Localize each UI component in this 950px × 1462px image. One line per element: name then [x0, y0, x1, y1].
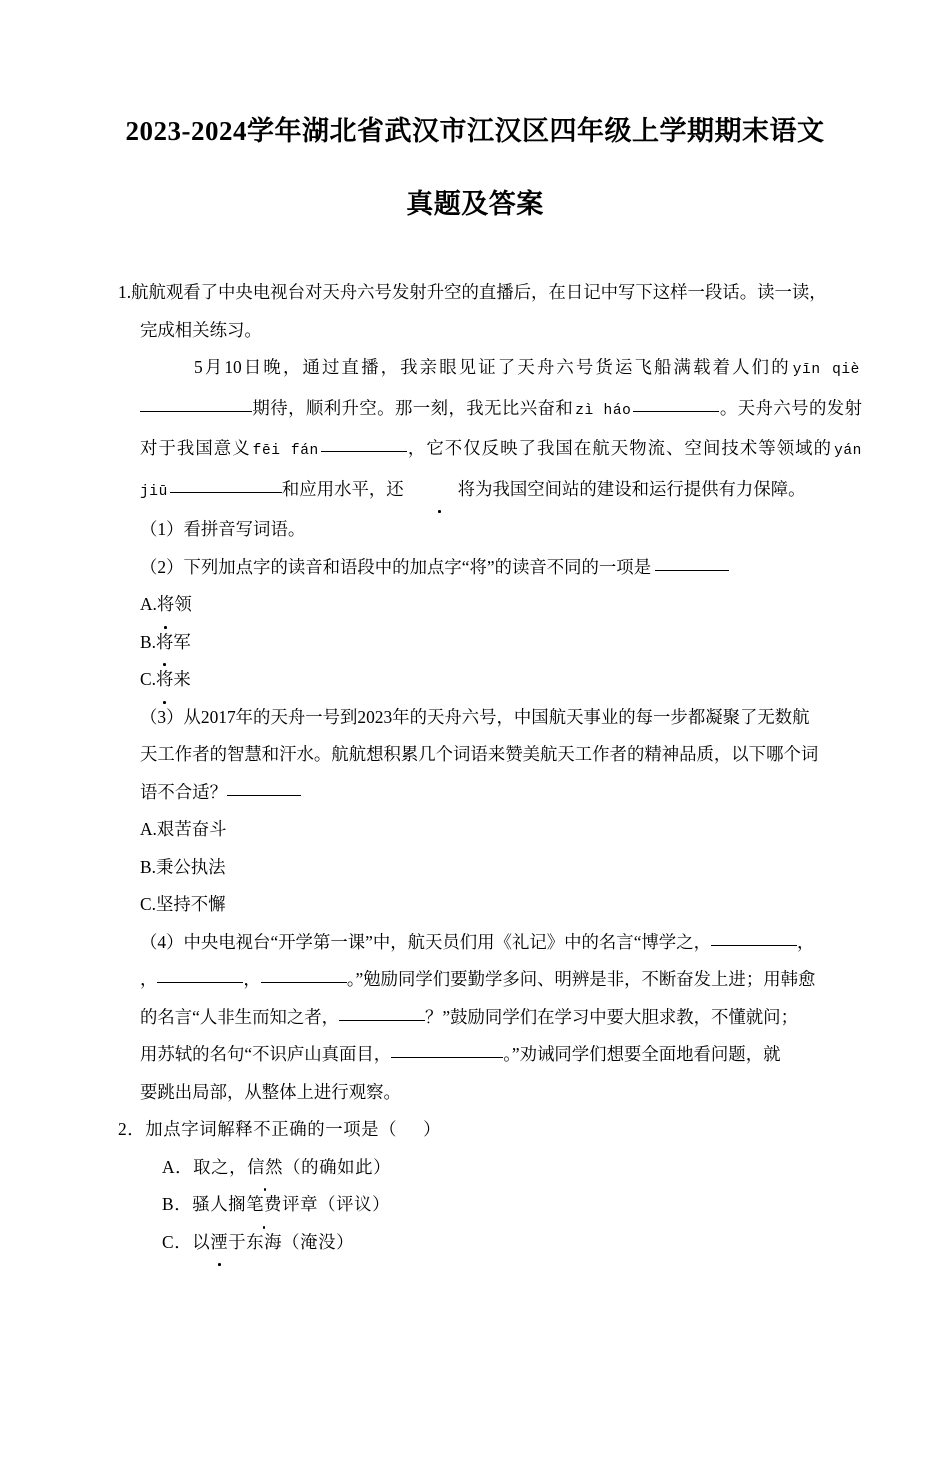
sub-3-text-2: 天工作者的智慧和汗水。航航想积累几个词语来赞美航天工作者的精神品质，以下哪个词	[140, 744, 819, 764]
answer-blank-sub-3[interactable]	[227, 781, 301, 796]
sub-3-text-3: 语不合适？	[140, 781, 227, 802]
sub-2-option-a[interactable]	[118, 586, 862, 624]
option-letter: B.	[140, 856, 156, 877]
answer-blank-sub-4-4[interactable]	[339, 1006, 425, 1021]
exam-page	[0, 118, 950, 1462]
sub-1-text: 看拼音写词语。	[183, 519, 306, 539]
passage-seg-4: ，它不仅反映了我国在航天物流、空间技术等领域的	[406, 438, 833, 458]
passage-seg-2: 期待，顺利升空。那一刻，我无比兴奋和	[252, 397, 574, 418]
dotted-char-jiang-c: 将	[156, 661, 173, 699]
question-2-number: 2．	[118, 1119, 146, 1139]
option-letter: A.	[140, 819, 157, 839]
option-text: 军	[173, 631, 191, 652]
title-line-1: 2023-2024学年湖北省武汉市江汉区四年级上学期期末语文	[125, 116, 825, 146]
option-letter: C．	[162, 1231, 193, 1252]
question-2-stem-text: 加点字词解释不正确的一项是（	[145, 1119, 398, 1139]
sub-1-label: （1）	[140, 519, 184, 539]
sub-2-text: 下列加点字的读音和语段中的加点字“将”的读音不同的一项是	[183, 556, 652, 577]
question-1-sub-4-line1	[118, 924, 862, 962]
title-line-2: 真题及答案	[406, 189, 544, 219]
sub-4-line-5: 要跳出局部，从整体上进行观察。	[140, 1081, 401, 1102]
option-post: 评章（评议）	[282, 1194, 391, 1214]
sub-2-label: （2）	[140, 556, 184, 577]
question-2-stem-close: ）	[423, 1119, 442, 1139]
question-1-stem	[118, 274, 862, 312]
option-letter: B.	[140, 631, 156, 652]
sub-3-label: （3）	[140, 706, 184, 727]
sub-4-line-3a: 的名言“人非生而知之者，	[140, 1006, 340, 1027]
question-1-sub-3-line3	[118, 774, 862, 812]
sub-3-option-b[interactable]	[118, 849, 862, 887]
pinyin-yin-qie: yīn qiè	[792, 362, 860, 378]
exam-content	[0, 274, 950, 1261]
sub-4-line-2c: 。”勉励同学们要勤学多问、明辨是非，不断奋发上进；用韩愈	[346, 969, 816, 989]
sub-3-option-a[interactable]	[118, 811, 862, 849]
sub-4-line-4b: 。”劝诫同学们想要全面地看问题，就	[503, 1044, 781, 1064]
dotted-word-bifei: 笔费	[246, 1186, 282, 1224]
sub-4-label: （4）	[140, 931, 184, 952]
option-post: （的确如此）	[283, 1156, 392, 1177]
question-1-sub-3-line1	[118, 699, 862, 737]
sub-4-line-1a: 中央电视台“开学第一课”中，航天员们用《礼记》中的名言“博学之，	[183, 931, 711, 952]
option-text: 领	[174, 594, 192, 614]
sub-3-text-1: 从2017年的天舟一号到2023年的天舟六号，中国航天事业的每一步都凝聚了无数航	[183, 706, 810, 727]
passage-seg-5b: 为我国空间站的建设和运行提供有力保障。	[475, 478, 806, 499]
answer-blank-3[interactable]	[321, 437, 407, 452]
option-pre: 骚人搁	[192, 1194, 247, 1214]
passage-seg-5a: 和应用水平，还	[281, 478, 404, 499]
passage-seg-3: 。天舟六号的发射对于我国意义	[140, 397, 862, 458]
question-1-sub-4-line4	[118, 1036, 862, 1074]
pinyin-yan-jiu: yán jiū	[140, 443, 862, 500]
option-letter: C.	[140, 894, 156, 914]
option-text: 艰苦奋斗	[156, 819, 227, 839]
sub-4-line-4a: 用苏轼的名句“不识庐山真面目，	[140, 1044, 392, 1064]
dotted-char-jiang-a: 将	[157, 586, 174, 624]
question-1-sub-2	[118, 549, 862, 587]
option-post: 于东海（淹没）	[228, 1231, 355, 1252]
passage-seg-1: 5月10日晚，通过直播，我亲眼见证了天舟六号货运飞船满载着人们的	[194, 357, 791, 377]
option-letter: A．	[162, 1156, 194, 1177]
question-2-option-c[interactable]	[118, 1224, 862, 1262]
question-1-sub-4-line2	[118, 961, 862, 999]
dotted-char-yan: 湮	[210, 1224, 228, 1262]
answer-blank-sub-4-3[interactable]	[261, 968, 347, 983]
answer-blank-sub-4-1[interactable]	[711, 931, 797, 946]
pinyin-zi-hao: zì háo	[575, 402, 632, 419]
answer-blank-1[interactable]	[140, 397, 252, 412]
sub-2-option-c[interactable]	[118, 661, 862, 699]
option-letter: C.	[140, 669, 156, 689]
question-1-stem-line2: 完成相关练习。	[140, 319, 262, 340]
question-1-passage	[118, 349, 862, 511]
answer-blank-4[interactable]	[170, 478, 282, 493]
sub-4-line-1b: ，	[796, 931, 815, 952]
sub-2-option-b[interactable]	[118, 624, 862, 662]
option-letter: B．	[162, 1194, 193, 1214]
question-1-stem-text: 航航观看了中央电视台对天舟六号发射升空的直播后，在日记中写下这样一段话。读一读，	[131, 282, 827, 302]
answer-blank-sub-4-5[interactable]	[391, 1043, 503, 1058]
dotted-char-jiang-b: 将	[156, 624, 173, 662]
question-1-sub-4-line3	[118, 999, 862, 1037]
pinyin-fei-fan: fēi fán	[252, 443, 319, 459]
question-1-sub-3-line2	[118, 736, 862, 774]
question-1-sub-1	[118, 511, 862, 549]
sub-4-line-2a: ，	[140, 969, 158, 989]
answer-blank-2[interactable]	[633, 397, 719, 412]
option-letter: A.	[140, 594, 157, 614]
question-1-number: 1.	[118, 282, 132, 302]
answer-blank-sub-2[interactable]	[655, 556, 729, 571]
question-1-sub-4-line5	[118, 1074, 862, 1112]
dotted-word-xinran: 信然	[247, 1149, 283, 1187]
answer-blank-sub-4-2[interactable]	[157, 968, 243, 983]
sub-4-line-2b: ，	[243, 969, 261, 989]
document-title	[0, 118, 950, 218]
option-text: 坚持不懈	[155, 894, 226, 914]
question-2-option-a[interactable]	[118, 1149, 862, 1187]
question-2-option-b[interactable]	[118, 1186, 862, 1224]
dotted-char-jiang-passage: 将	[404, 471, 475, 509]
option-text: 秉公执法	[155, 856, 226, 877]
option-text: 来	[173, 669, 191, 689]
sub-3-option-c[interactable]	[118, 886, 862, 924]
sub-4-line-3b: ？”鼓励同学们在学习中要大胆求教，不懂就问；	[425, 1006, 798, 1027]
option-pre: 取之，	[193, 1156, 248, 1177]
option-pre: 以	[192, 1231, 211, 1252]
question-2-stem	[118, 1111, 862, 1149]
